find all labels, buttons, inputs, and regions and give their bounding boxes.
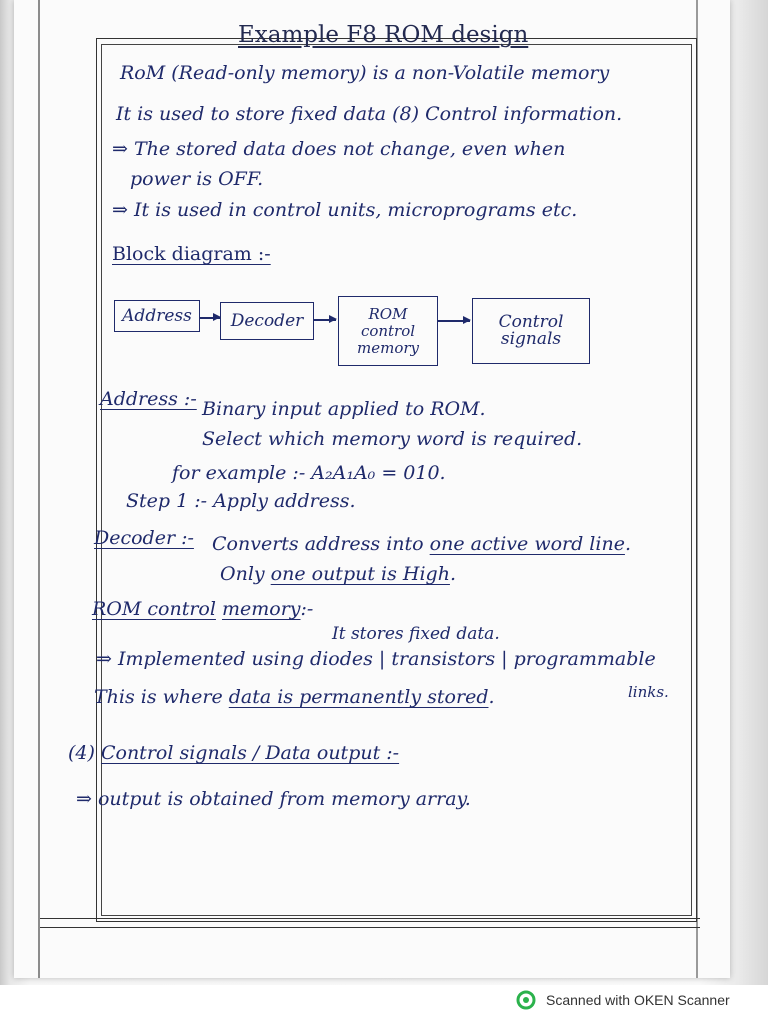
rom-memory-line-1: It stores fixed data. — [332, 624, 500, 644]
block-rom-control-memory: ROM control memory — [338, 296, 438, 366]
oken-scanner-logo-icon — [516, 990, 536, 1010]
page-margin-line-left — [38, 0, 40, 978]
rom-memory-label-a: ROM control — [92, 598, 216, 620]
rom-memory-label — [92, 598, 313, 620]
decoder-line-2-emphasis: one output is High — [270, 563, 450, 585]
control-signals-line-1: ⇒ output is obtained from memory array. — [76, 788, 471, 810]
decoder-line-2: Only one output is High. — [220, 563, 456, 585]
intro-line-1: RoM (Read-only memory) is a non-Volatile memory — [120, 62, 610, 84]
decoder-line-1-emphasis: one active word line — [429, 533, 625, 555]
rom-memory-line-2: ⇒ Implemented using diodes | transistors | programmable — [96, 648, 656, 670]
rom-memory-line-4-emphasis: data is permanently stored — [228, 686, 489, 708]
address-line-4: Step 1 :- Apply address. — [126, 490, 356, 512]
address-label: Address :- — [100, 388, 197, 410]
decoder-line-1-text: Converts address into — [212, 533, 424, 555]
rom-memory-line-4-text: This is where — [94, 686, 223, 708]
address-line-1: Binary input applied to ROM. — [202, 398, 486, 420]
block-control-signals: Control signals — [472, 298, 590, 364]
page-border-bottom — [40, 918, 700, 928]
control-signals-number: (4) — [68, 742, 95, 764]
control-signals-label: Control signals / Data output :- — [100, 742, 400, 764]
intro-line-3: ⇒ The stored data does not change, even when — [112, 138, 566, 160]
intro-line-2: It is used to store fixed data (8) Control information. — [116, 103, 623, 125]
arrow-rom-control — [438, 320, 470, 322]
rom-memory-line-3: links. — [628, 683, 669, 701]
decoder-line-1: Converts address into one active word line. — [212, 533, 631, 555]
intro-line-4: power is OFF. — [130, 168, 264, 190]
address-line-3: for example :- A₂A₁A₀ = 010. — [172, 462, 446, 484]
block-address: Address — [114, 300, 200, 332]
control-signals-heading — [68, 742, 399, 764]
rom-memory-label-suffix: :- — [300, 598, 314, 620]
decoder-label: Decoder :- — [94, 527, 194, 549]
page-title: Example F8 ROM design — [238, 22, 529, 48]
block-diagram-heading: Block diagram :- — [112, 243, 271, 265]
address-line-2: Select which memory word is required. — [202, 428, 583, 450]
decoder-line-2-text: Only — [220, 563, 265, 585]
arrow-decoder-rom — [314, 319, 336, 321]
rom-memory-label-b: memory — [221, 598, 301, 620]
block-decoder: Decoder — [220, 302, 314, 340]
intro-line-5: ⇒ It is used in control units, microprograms etc. — [112, 199, 578, 221]
arrow-address-decoder — [200, 317, 220, 319]
scanner-footer-text: Scanned with OKEN Scanner — [546, 992, 730, 1008]
scanner-footer — [516, 990, 730, 1010]
rom-memory-line-4: This is where data is permanently stored. — [94, 686, 495, 708]
